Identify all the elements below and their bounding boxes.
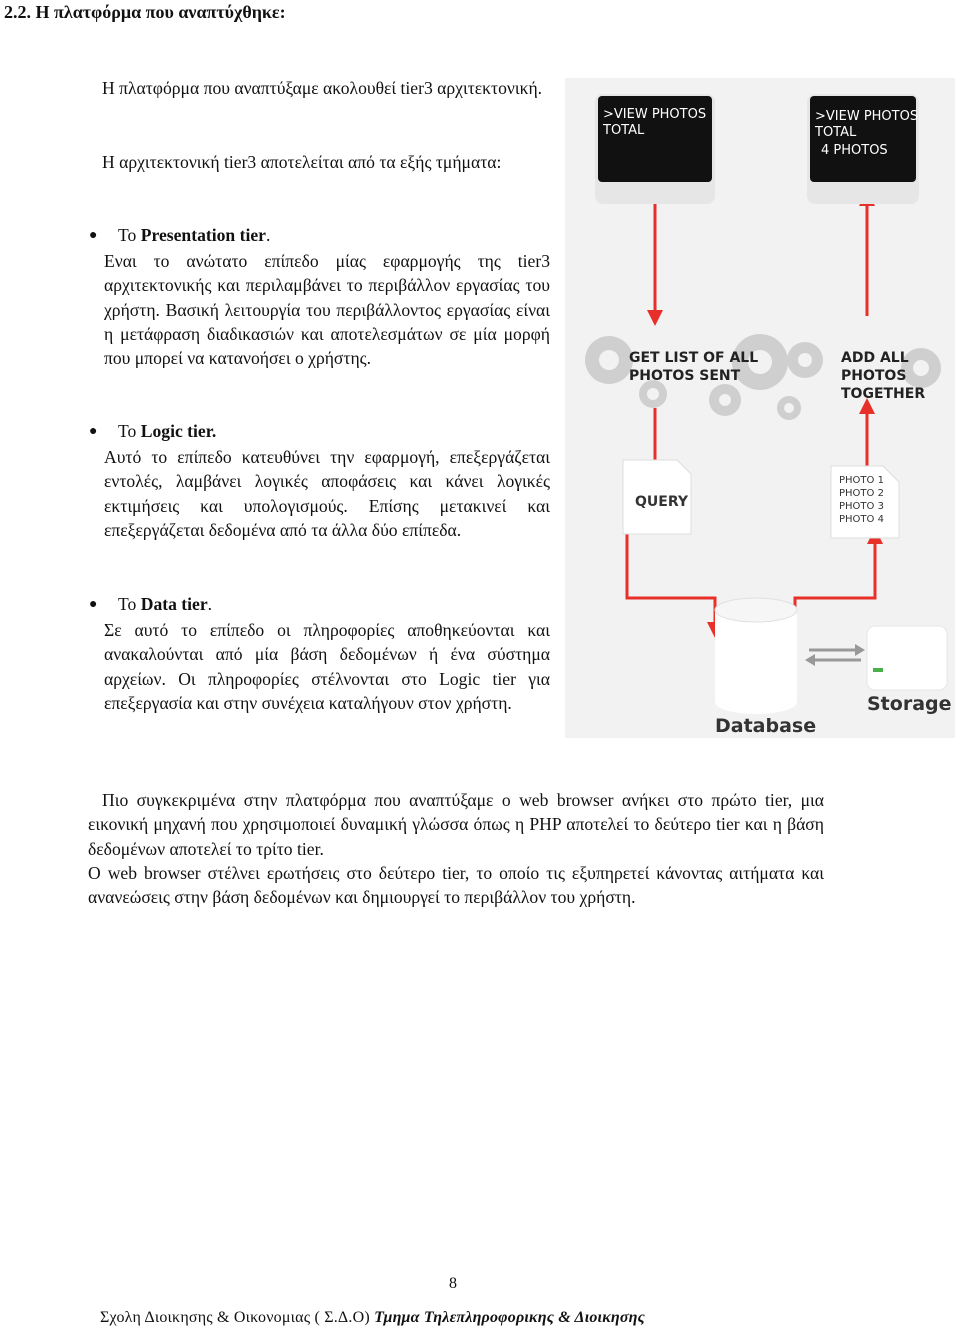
body-paragraph-2: Ο web browser στέλνει ερωτήσεις στο δεύτερο tier, το οποίο τις εξυπηρετεί κάνοντας αιτήματα και ανανεώσεις στην βάση δεδομένων και δημιουργεί το περιβάλλον του χρήστη. xyxy=(88,863,824,908)
logic-label-right-1: ADD ALL xyxy=(841,350,909,366)
database-label: Database xyxy=(715,715,817,737)
screen2-line3: 4 PHOTOS xyxy=(821,143,888,158)
logic-label-left-1: GET LIST OF ALL xyxy=(629,350,759,366)
section-heading: 2.2. Η πλατφόρμα που αναπτύχθηκε: xyxy=(4,2,286,22)
bullet-icon: ● xyxy=(89,424,98,439)
browser-screen-2 xyxy=(807,94,919,204)
logic-label-left-2: PHOTOS SENT xyxy=(629,368,741,384)
photo-item: PHOTO 4 xyxy=(839,514,884,525)
tier-desc-presentation: Εναι το ανώτατο επίπεδο μίας εφαρμογής της tier3 αρχιτεκτονικής και περιλαμβάνει το περιβάλλον εργασίας του χρήστη. Βασική λειτουργία του περιβάλλοντος εργασίας είναι η μετάφραση διαδικασιών και αποτελεσμάτων σε μία μορφή που μπορεί να κατανοήσει ο χρήστης. xyxy=(104,251,550,369)
logic-label-right-3: TOGETHER xyxy=(841,386,926,402)
storage-icon xyxy=(867,626,947,690)
screen1-line1: >VIEW PHOTOS xyxy=(603,107,707,122)
screen2-line1: >VIEW PHOTOS xyxy=(815,109,919,124)
page-footer xyxy=(100,1309,645,1327)
bullet-icon: ● xyxy=(89,597,98,612)
photo-item: PHOTO 1 xyxy=(839,475,884,486)
body-paragraph-1: Πιο συγκεκριμένα στην πλατφόρμα που αναπτύξαμε ο web browser ανήκει στο πρώτο tier, μια εικονική μηχανή που χρησιμοποιεί δυναμική γλώσσα όπως η PHP αποτελεί το δεύτερο tier και η βάση δεδομένων αποτελεί το τρίτο tier. xyxy=(88,790,824,859)
footer-school: Σχολη Διοικησης & Οικονομιας ( Σ.Δ.Ο) xyxy=(100,1309,375,1326)
browser-screen-1 xyxy=(595,94,715,204)
tier-title-logic: Το Logic tier. xyxy=(118,421,217,441)
intro-paragraph-1: Η πλατφόρμα που αναπτύξαμε ακολουθεί tier3 αρχιτεκτονική. xyxy=(102,78,543,98)
tier-desc-data: Σε αυτό το επίπεδο οι πληροφορίες αποθηκεύονται και ανακαλούνται από μία βάση δεδομένων ή ένα σύστημα αρχείων. Οι πληροφορίες στέλνονται στο Logic tier για επεξεργασία και στην συνέχεια καταλήγουν στον χρήστη. xyxy=(104,620,550,713)
query-label: QUERY xyxy=(635,494,688,510)
page-number: 8 xyxy=(449,1275,457,1292)
storage-label: Storage xyxy=(867,693,952,715)
tier-desc-logic: Αυτό το επίπεδο κατευθύνει την εφαρμογή, επεξεργάζεται εντολές, λαμβάνει λογικές αποφάσεις και κάνει λογικές εκτιμήσεις και υπολογισμούς. Επίσης μετακινεί και επεξεργάζεται δεδομένα από τα άλλα δύο επίπεδα. xyxy=(104,447,550,540)
intro-paragraph-2: Η αρχιτεκτονική tier3 αποτελείται από τα εξής τμήματα: xyxy=(102,152,502,172)
database-icon xyxy=(715,598,797,714)
screen1-line2: TOTAL xyxy=(603,123,645,138)
logic-label-right-2: PHOTOS xyxy=(841,368,907,384)
tier-title-presentation: Το Presentation tier. xyxy=(118,225,271,245)
photo-list-document-icon xyxy=(831,466,899,538)
bullet-icon: ● xyxy=(89,228,98,243)
footer-department: Τμημα Τηλεπληροφορικης & Διοικησης xyxy=(374,1309,645,1326)
photo-item: PHOTO 2 xyxy=(839,488,884,499)
three-tier-diagram xyxy=(565,78,955,738)
photo-item: PHOTO 3 xyxy=(839,501,884,512)
screen2-line2: TOTAL xyxy=(815,125,857,140)
tier-title-data: Το Data tier. xyxy=(118,594,213,614)
query-document-icon xyxy=(623,460,691,534)
